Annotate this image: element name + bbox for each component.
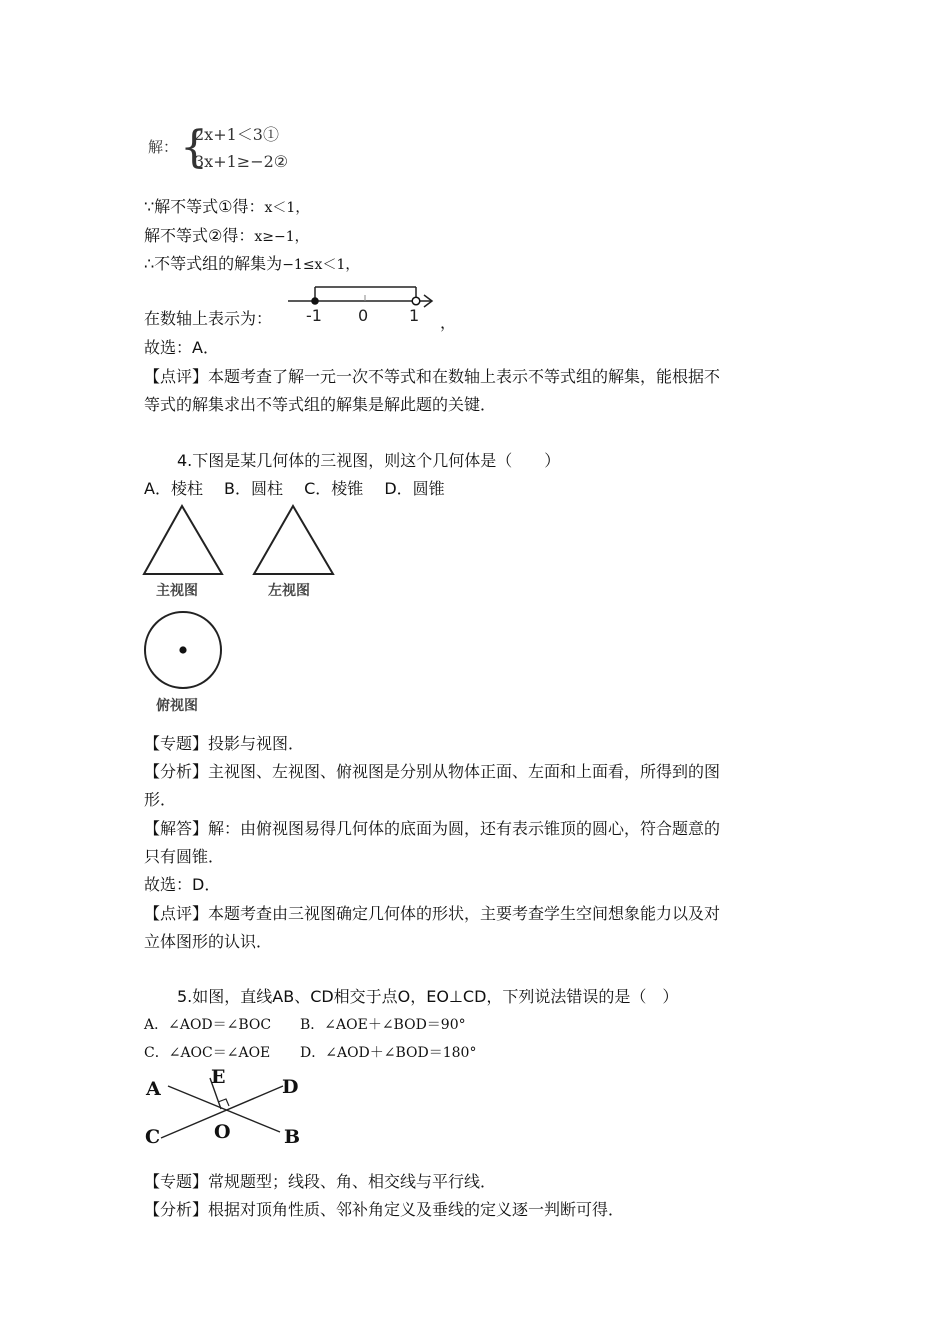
apex-point [179,646,186,653]
number-line-figure [284,282,440,326]
q4-review-line-2: 立体图形的认识． [144,932,273,951]
numline-suffix: ， [440,313,457,332]
q4-choice: 故选：D． [144,875,221,894]
q4-answer-line-2: 只有圆锥． [144,847,225,866]
step-1: ∵解不等式①得：x＜1， [144,197,310,216]
q5-option-b: B．∠AOE＋∠BOD＝90° [300,1017,466,1033]
q4-analysis-line-1: 【分析】主视图、左视图、俯视图是分别从物体正面、左面和上面看，所得到的图 [144,762,721,781]
q5-topic: 【专题】常规题型；线段、角、相交线与平行线． [144,1172,497,1191]
q4-review-line-1: 【点评】本题考查由三视图确定几何体的形状，主要考查学生空间想象能力以及对 [144,904,721,923]
point-e-label: E [211,1066,226,1088]
point-a-label: A [146,1078,161,1100]
q4-answer-line-1: 【解答】解：由俯视图易得几何体的底面为圆，还有表示锥顶的圆心，符合题意的 [144,819,721,838]
top-view [142,610,226,694]
system-brace: { [180,122,208,173]
tick-label: 0 [358,306,369,325]
top-view-label: 俯视图 [156,698,198,714]
numline-prefix: 在数轴上表示为： [144,309,273,328]
q3-review-line-1: 【点评】本题考查了解一元一次不等式和在数轴上表示不等式组的解集，能根据不 [144,367,721,386]
inequality-1: 2x+1＜3① [194,125,279,144]
system-label: 解： [148,138,179,156]
closed-point [311,297,319,305]
left-view-label: 左视图 [268,583,310,599]
tick-label: 1 [409,306,420,325]
q5-option-a: A．∠AOD＝∠BOC [144,1017,272,1033]
open-point [412,297,420,305]
q4-topic: 【专题】投影与视图． [144,734,305,753]
inequality-system [144,118,304,182]
q5-question: 5.如图，直线AB、CD相交于点O，EO⊥CD，下列说法错误的是（ ） [177,987,679,1006]
q4-options: A．棱柱 B．圆柱 C．棱锥 D．圆锥 [144,479,445,498]
q3-answer: 故选：A． [144,338,219,357]
point-c-label: C [145,1126,161,1148]
front-view-label: 主视图 [156,583,198,599]
point-o-label: O [214,1121,231,1143]
step-3: ∴不等式组的解集为−1≤x＜1， [144,254,360,273]
q5-option-d: D．∠AOD＋∠BOD＝180° [300,1045,477,1061]
inequality-2: 3x+1≥−2② [194,152,289,171]
front-left-views [142,503,338,579]
point-b-label: B [284,1126,301,1148]
q4-analysis-line-2: 形． [144,790,177,809]
intersecting-lines-figure [140,1064,310,1154]
q5-option-c: C．∠AOC＝∠AOE [144,1045,271,1061]
q4-question: 4.下图是某几何体的三视图，则这个几何体是（ ） [177,451,561,470]
step-2: 解不等式②得：x≥−1， [144,226,309,245]
q3-review-line-2: 等式的解集求出不等式组的解集是解此题的关键． [144,395,497,414]
q5-analysis: 【分析】根据对顶角性质、邻补角定义及垂线的定义逐一判断可得． [144,1200,625,1219]
front-view-triangle [144,506,222,574]
point-d-label: D [282,1076,299,1098]
tick-label: -1 [306,306,322,325]
left-view-triangle [254,506,333,574]
